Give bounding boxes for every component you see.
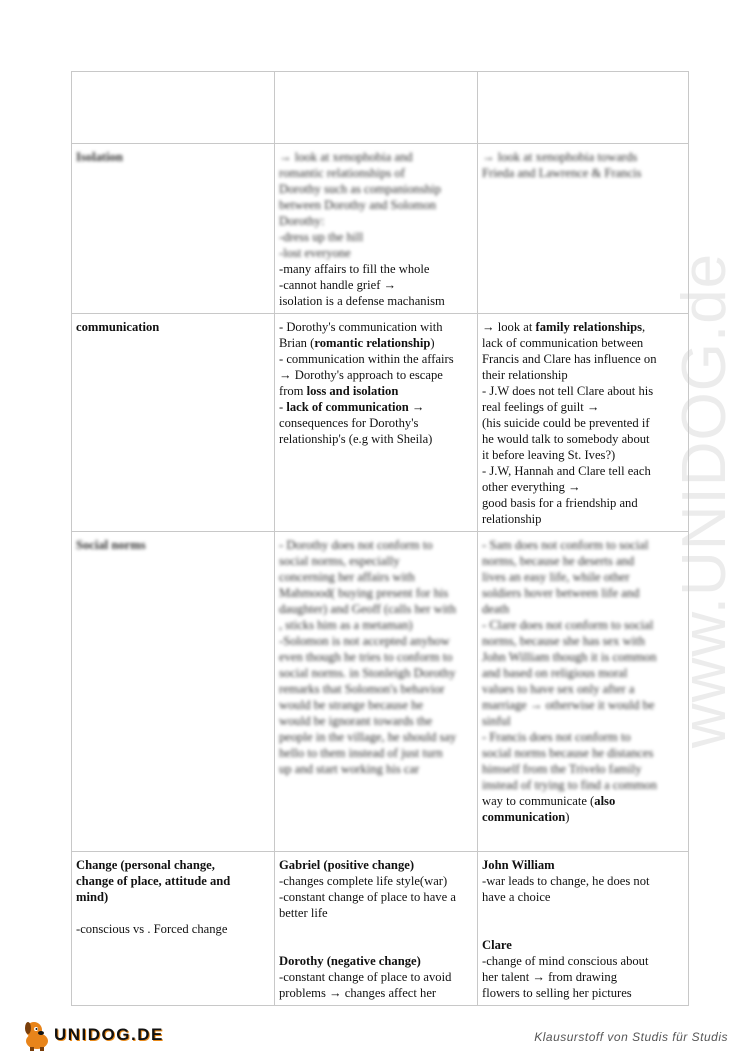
- text-run: - Clare does not conform to social: [482, 618, 654, 632]
- logo-text: UNIDOG.DE: [54, 1025, 164, 1044]
- text-run: Frieda and Lawrence & Francis: [482, 166, 642, 180]
- text-line: [482, 953, 684, 969]
- text-run: social norms because he distances: [482, 746, 654, 760]
- text-run: -: [279, 400, 287, 414]
- text-run: romantic relationships of: [279, 166, 405, 180]
- table-row-header: [72, 72, 689, 144]
- change-cell-2: [275, 852, 478, 1006]
- text-line: [279, 953, 473, 969]
- text-line: [279, 431, 473, 447]
- text-line: [76, 537, 270, 553]
- text-run: real feelings of guilt →: [482, 400, 600, 414]
- text-run: loss and isolation: [306, 384, 399, 398]
- text-line: [279, 367, 473, 383]
- text-line: [279, 649, 473, 665]
- text-run: other everything →: [482, 480, 581, 494]
- isolation-topic: [72, 144, 275, 314]
- text-line: [482, 569, 684, 585]
- text-run: mind): [76, 890, 109, 904]
- footer-slogan: Klausurstoff von Studis für Studis: [534, 1030, 728, 1044]
- text-line: [279, 383, 473, 399]
- text-line: [482, 351, 684, 367]
- text-run: John William though it is common: [482, 650, 657, 664]
- text-run: Dorothy such as companionship: [279, 182, 441, 196]
- text-run: (his suicide could be prevented if: [482, 416, 650, 430]
- text-line: [76, 889, 270, 905]
- text-line: [279, 905, 473, 921]
- text-line: [482, 937, 684, 953]
- text-line: [482, 447, 684, 463]
- text-line: [279, 399, 473, 415]
- text-line: [482, 511, 684, 527]
- text-line: [279, 713, 473, 729]
- text-line: [279, 761, 473, 777]
- text-run: concerning her affairs with: [279, 570, 415, 584]
- text-run: -constant change of place to avoid: [279, 970, 452, 984]
- text-run: relationship: [482, 512, 542, 526]
- text-line: [482, 601, 684, 617]
- text-line: [482, 729, 684, 745]
- social-norms-cell-3: [478, 532, 689, 852]
- text-run: John William: [482, 858, 555, 872]
- text-run: Change (personal change,: [76, 858, 215, 872]
- text-line: [482, 495, 684, 511]
- text-run: their relationship: [482, 368, 568, 382]
- text-line: [482, 553, 684, 569]
- text-run: marriage → otherwise it would be: [482, 698, 655, 712]
- text-run: → look at: [482, 320, 536, 334]
- text-run: ): [565, 810, 570, 824]
- text-run: even though he tries to conform to: [279, 650, 453, 664]
- text-run: Isolation: [76, 150, 123, 164]
- spacer: [76, 905, 270, 921]
- text-line: [482, 319, 684, 335]
- text-run: - Dorothy's communication with: [279, 320, 443, 334]
- text-run: -cannot handle grief →: [279, 278, 397, 292]
- dog-mascot-icon: [22, 1019, 52, 1051]
- text-run: -changes complete life style(war): [279, 874, 448, 888]
- text-line: [279, 293, 473, 309]
- text-line: [279, 335, 473, 351]
- text-run: -change of mind conscious about: [482, 954, 649, 968]
- watermark-text: www.UNIDOG.de: [670, 252, 740, 748]
- text-run: Social norms: [76, 538, 146, 552]
- text-run: romantic relationship: [314, 336, 431, 350]
- text-run: problems → changes affect her: [279, 986, 437, 1000]
- text-line: [482, 777, 684, 793]
- text-run: →: [408, 400, 425, 414]
- text-line: [482, 617, 684, 633]
- text-line: [279, 697, 473, 713]
- text-run: it before leaving St. Ives?): [482, 448, 616, 462]
- text-line: [482, 585, 684, 601]
- text-run: norms, because she has sex with: [482, 634, 645, 648]
- communication-topic: [72, 314, 275, 532]
- text-run: → Dorothy's approach to escape: [279, 368, 443, 382]
- text-line: [279, 319, 473, 335]
- text-run: lives an easy life, while other: [482, 570, 630, 584]
- text-line: [279, 537, 473, 553]
- text-run: - J.W does not tell Clare about his: [482, 384, 654, 398]
- text-run: - communication within the affairs: [279, 352, 454, 366]
- text-line: [279, 969, 473, 985]
- text-line: [482, 149, 684, 165]
- text-line: [482, 697, 684, 713]
- text-line: [279, 261, 473, 277]
- text-run: Mahmood( buying present for his: [279, 586, 449, 600]
- table-row-social-norms: [72, 532, 689, 852]
- text-line: [279, 857, 473, 873]
- text-run: would be strange because he: [279, 698, 424, 712]
- text-line: [279, 873, 473, 889]
- text-run: -dress up the hill: [279, 230, 364, 244]
- header-topic: [72, 72, 275, 144]
- text-line: [279, 245, 473, 261]
- text-line: [482, 713, 684, 729]
- text-run: soldiers hover between life and: [482, 586, 640, 600]
- text-line: [279, 229, 473, 245]
- notes-table: [71, 71, 689, 1006]
- text-run: better life: [279, 906, 328, 920]
- text-line: [482, 165, 684, 181]
- text-line: [279, 633, 473, 649]
- unidog-logo[interactable]: [22, 1018, 164, 1052]
- text-line: [482, 985, 684, 1001]
- text-line: [76, 857, 270, 873]
- spacer: [279, 937, 473, 953]
- text-run: - Dorothy does not conform to: [279, 538, 433, 552]
- text-run: daughter) and Geoff (calls her with: [279, 602, 457, 616]
- text-line: [482, 479, 684, 495]
- text-run: up and start working his car: [279, 762, 420, 776]
- text-line: [279, 985, 473, 1001]
- text-run: between Dorothy and Solomon: [279, 198, 437, 212]
- text-run: → look at xenophobia towards: [482, 150, 638, 164]
- text-line: [482, 809, 684, 825]
- text-line: [76, 319, 270, 335]
- text-run: sinful: [482, 714, 511, 728]
- text-run: -lost everyone: [279, 246, 351, 260]
- text-run: lack of communication between: [482, 336, 644, 350]
- text-run: people in the village, he should say: [279, 730, 457, 744]
- text-line: [279, 585, 473, 601]
- text-run: ,: [642, 320, 646, 334]
- text-line: [279, 415, 473, 431]
- text-line: [279, 681, 473, 697]
- social-norms-topic: [72, 532, 275, 852]
- spacer: [482, 921, 684, 937]
- text-run: also: [594, 794, 616, 808]
- text-run: would be ignorant towards the: [279, 714, 433, 728]
- text-line: [482, 761, 684, 777]
- isolation-cell-2: [275, 144, 478, 314]
- text-line: [279, 889, 473, 905]
- text-line: [279, 197, 473, 213]
- text-line: [482, 873, 684, 889]
- text-run: Gabriel (positive change): [279, 858, 415, 872]
- text-run: communication: [76, 320, 160, 334]
- text-line: [279, 149, 473, 165]
- text-run: flowers to selling her pictures: [482, 986, 632, 1000]
- text-run: communication: [482, 810, 566, 824]
- text-run: family relationships: [535, 320, 643, 334]
- text-line: [482, 969, 684, 985]
- text-line: [279, 569, 473, 585]
- table-row-communication: [72, 314, 689, 532]
- text-line: [279, 277, 473, 293]
- isolation-cell-3: [478, 144, 689, 314]
- text-line: [279, 729, 473, 745]
- text-run: -conscious vs . Forced change: [76, 922, 228, 936]
- text-run: social norms, especially: [279, 554, 400, 568]
- text-line: [279, 181, 473, 197]
- text-run: lack of communication: [286, 400, 409, 414]
- text-line: [482, 633, 684, 649]
- text-line: [482, 463, 684, 479]
- text-run: Dorothy:: [279, 214, 325, 228]
- text-line: [279, 665, 473, 681]
- change-topic: [72, 852, 275, 1006]
- text-line: [279, 745, 473, 761]
- text-run: and based on religious moral: [482, 666, 628, 680]
- text-line: [76, 921, 270, 937]
- text-run: ): [430, 336, 435, 350]
- text-run: Clare: [482, 938, 512, 952]
- text-line: [482, 415, 684, 431]
- text-run: -constant change of place to have a: [279, 890, 456, 904]
- text-run: -many affairs to fill the whole: [279, 262, 430, 276]
- text-run: - J.W, Hannah and Clare tell each: [482, 464, 651, 478]
- text-line: [279, 165, 473, 181]
- text-line: [482, 383, 684, 399]
- text-run: from: [279, 384, 307, 398]
- text-line: [482, 335, 684, 351]
- text-line: [482, 681, 684, 697]
- text-run: isolation is a defense machanism: [279, 294, 445, 308]
- text-line: [76, 873, 270, 889]
- text-line: [482, 793, 684, 809]
- communication-cell-2: [275, 314, 478, 532]
- text-run: Dorothy (negative change): [279, 954, 421, 968]
- spacer: [482, 905, 684, 921]
- text-line: [482, 649, 684, 665]
- text-run: good basis for a friendship and: [482, 496, 638, 510]
- text-run: relationship's (e.g with Sheila): [279, 432, 433, 446]
- text-line: [482, 399, 684, 415]
- text-line: [482, 857, 684, 873]
- text-run: social norms. in Stonleigh Dorothy: [279, 666, 456, 680]
- text-run: remarks that Solomon's behavior: [279, 682, 445, 696]
- text-run: consequences for Dorothy's: [279, 416, 419, 430]
- text-line: [279, 553, 473, 569]
- text-run: norms, because he deserts and: [482, 554, 635, 568]
- text-line: [482, 431, 684, 447]
- text-line: [76, 149, 270, 165]
- text-run: values to have sex only after a: [482, 682, 635, 696]
- text-run: instead of trying to find a common: [482, 778, 657, 792]
- text-run: hello to them instead of just turn: [279, 746, 443, 760]
- text-line: [279, 213, 473, 229]
- text-run: -Solomon is not accepted anyhow: [279, 634, 450, 648]
- text-line: [482, 745, 684, 761]
- table-row-change: [72, 852, 689, 1006]
- text-line: [279, 617, 473, 633]
- text-run: Francis and Clare has influence on: [482, 352, 657, 366]
- text-line: [482, 367, 684, 383]
- text-run: Brian (: [279, 336, 315, 350]
- change-cell-3: [478, 852, 689, 1006]
- text-run: , sticks him as a metaman): [279, 618, 413, 632]
- text-run: - Francis does not conform to: [482, 730, 631, 744]
- text-run: way to communicate (: [482, 794, 595, 808]
- text-run: death: [482, 602, 510, 616]
- text-run: change of place, attitude and: [76, 874, 231, 888]
- text-run: - Sam does not conform to social: [482, 538, 649, 552]
- text-line: [279, 601, 473, 617]
- header-cell-3: [478, 72, 689, 144]
- text-run: himself from the Trivelo family: [482, 762, 642, 776]
- communication-cell-3: [478, 314, 689, 532]
- table-row-isolation: [72, 144, 689, 314]
- text-run: -war leads to change, he does not: [482, 874, 650, 888]
- spacer: [279, 921, 473, 937]
- text-run: → look at xenophobia and: [279, 150, 413, 164]
- header-cell-2: [275, 72, 478, 144]
- text-line: [482, 665, 684, 681]
- text-run: her talent → from drawing: [482, 970, 617, 984]
- text-line: [279, 351, 473, 367]
- text-line: [482, 537, 684, 553]
- text-line: [482, 889, 684, 905]
- text-run: have a choice: [482, 890, 551, 904]
- text-run: he would talk to somebody about: [482, 432, 650, 446]
- social-norms-cell-2: [275, 532, 478, 852]
